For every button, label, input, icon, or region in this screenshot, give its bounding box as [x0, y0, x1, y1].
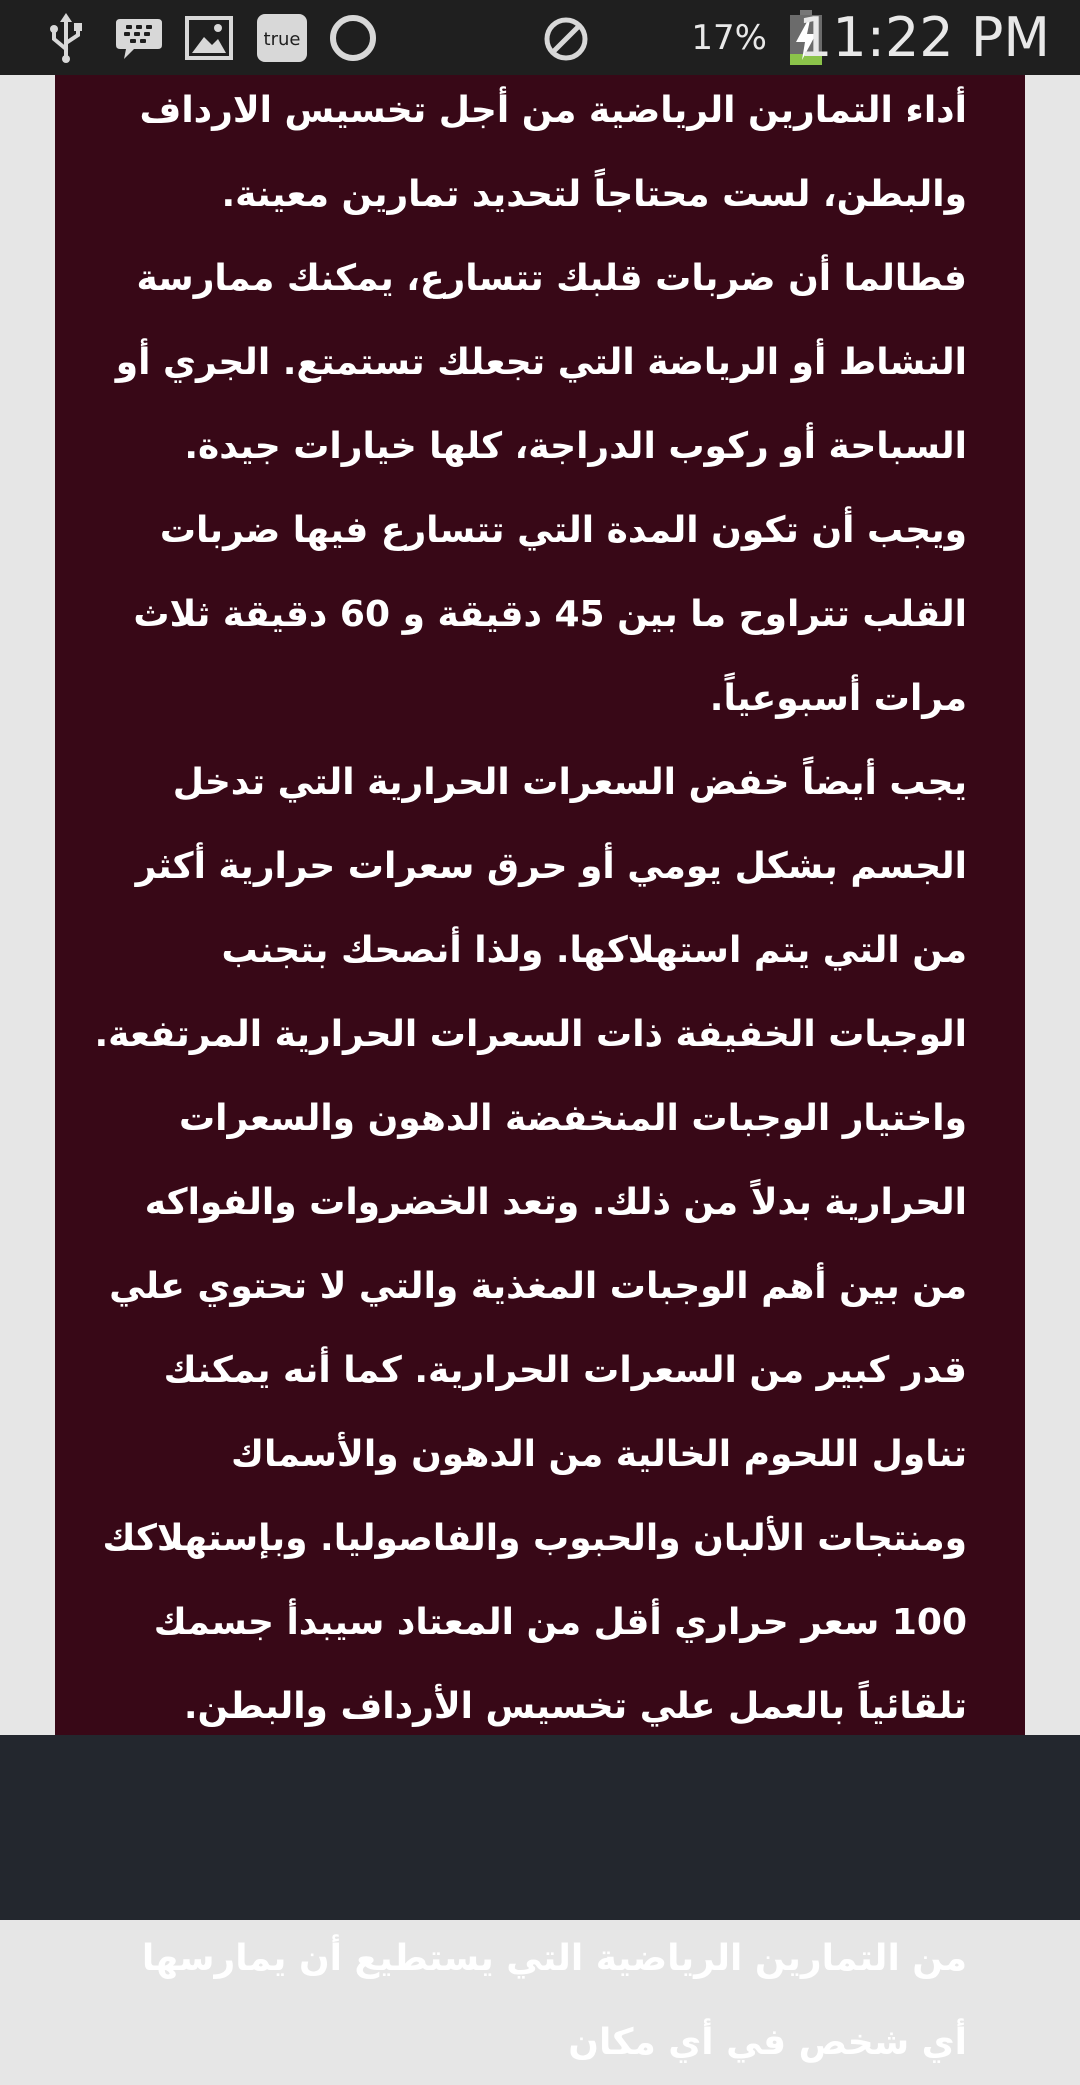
article-panel — [55, 75, 1025, 2063]
status-bar — [0, 0, 1080, 75]
browser-content[interactable] — [0, 75, 1080, 2063]
svg-text:true: true — [263, 29, 301, 50]
article-paragraph: أداء التمارين الرياضية من أجل تخسيس الارداف والبطن، لست محتاجاً لتحديد تمارين معينة. فطالما أن ضربات قلبك تتسارع، يمكنك ممارسة النشاط أو الرياضة التي تجعلك تستمتع. الجري أو السباحة أو ركوب الدراجة، كلها خيارات جيدة. ويجب أن تكون المدة التي تتسارع فيها ضربات القلب تتراوح ما بين 45 دقيقة و 60 دقيقة ثلاث مرات أسبوعياً. — [115, 90, 967, 719]
system-indicators — [520, 0, 1080, 75]
circle-icon — [328, 13, 378, 63]
gallery-image-icon — [184, 13, 234, 63]
article-paragraph: يجب أيضاً خفض السعرات الحرارية التي تدخل الجسم بشكل يومي أو حرق سعرات حرارية أكثر من التي يتم استهلاكها. ولذا أنصحك بتجنب الوجبات الخفيفة ذات السعرات الحرارية المرتفعة. واختيار الوجبات المنخفضة الدهون والسعرات الحرارية بدلاً من ذلك. وتعد الخضروات والفواكه من بين أهم الوجبات المغذية والتي لا تحتوي علي قدر كبير من السعرات الحرارية. كما أنه يمكنك تناول اللحوم الخالية من الدهون والأسماك ومنتجات الألبان والحبوب والفاصوليا. وبإستهلاكك 100 سعر حراري أقل من المعتاد سيبدأ جسمك تلقائياً بالعمل علي تخسيس الأرداف والبطن. — [94, 762, 967, 1727]
article-paragraph: من التمارين الرياضية التي يستطيع أن يمارسها أي شخص في أي مكان — [141, 1938, 967, 2063]
navigation-bar — [0, 1735, 1080, 1920]
bbm-chat-icon — [114, 13, 164, 63]
true-app-icon — [256, 13, 308, 63]
usb-icon — [44, 13, 88, 63]
no-signal-icon — [542, 15, 590, 65]
status-clock: 11:22 PM — [798, 6, 1050, 69]
battery-percent: 17% — [691, 18, 767, 58]
